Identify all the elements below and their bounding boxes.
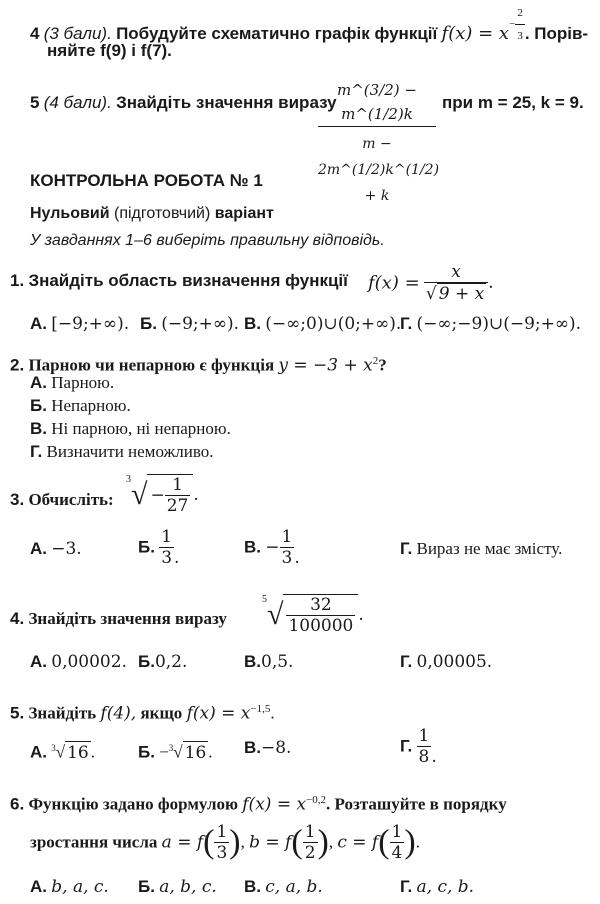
task-4-exp-sign: −	[509, 18, 516, 31]
task-5-denominator: m − 2m^(1/2)k^(1/2) + k	[318, 136, 440, 204]
question-6-text-2: . Розташуйте в порядку	[326, 794, 507, 814]
question-6-a-num: 1	[216, 822, 228, 842]
option-value: −3.	[51, 539, 82, 559]
question-5-line	[10, 698, 275, 725]
question-6-exp: −0,2	[306, 794, 327, 806]
option-label: А.	[30, 314, 47, 333]
question-1-fraction	[424, 262, 488, 304]
option-radicand: 16	[67, 742, 89, 763]
question-5-option-a[interactable]: А. $^3$√ 16 .	[30, 742, 95, 763]
question-3-text: Обчисліть:	[28, 490, 114, 509]
option-tail: .	[294, 548, 300, 568]
question-5-text-2: якщо	[140, 703, 183, 723]
option-tail: .	[431, 747, 437, 767]
question-1-func: f(x) =	[368, 272, 420, 294]
question-5-func: f(x) = x	[186, 703, 251, 724]
instruction: У завданнях 1–6 виберіть правильну відповідь.	[30, 232, 385, 249]
option-value: 0,00005.	[416, 652, 493, 672]
question-6-a: a = f	[161, 832, 204, 853]
question-2-func: y = −3 + x	[278, 355, 373, 376]
question-2-option-a[interactable]	[30, 372, 114, 394]
option-label: В.	[244, 877, 261, 896]
page-title: КОНТРОЛЬНА РОБОТА № 1	[30, 171, 263, 190]
option-tail: .	[174, 548, 180, 568]
option-value: −8.	[261, 738, 292, 758]
question-6-option-b[interactable]	[138, 876, 217, 898]
option-label: В.	[244, 652, 261, 671]
task-4-exp-num: 2	[517, 7, 523, 19]
question-4-line	[10, 608, 227, 630]
question-6-c-den: 4	[391, 843, 403, 863]
question-6-c: c = f	[337, 832, 379, 853]
option-root-index: 3	[51, 743, 56, 753]
option-value: Непарною.	[51, 396, 131, 415]
question-6-option-d[interactable]	[400, 876, 474, 898]
question-3-line	[10, 489, 114, 511]
option-value: a, c, b.	[416, 877, 475, 897]
option-label: Г.	[400, 652, 413, 671]
question-3-radicand	[147, 474, 193, 516]
task-5-points: (4 бали).	[43, 93, 112, 112]
question-2-tail: ?	[378, 355, 387, 375]
task-4-text-2: . Порів-	[524, 24, 589, 44]
option-value: (−∞;−9)∪(−9;+∞).	[416, 314, 582, 334]
question-1-option-a[interactable]	[30, 313, 129, 335]
option-num: 1	[418, 726, 430, 746]
question-2-exp: 2	[372, 355, 379, 367]
option-label: Б.	[138, 652, 155, 671]
option-label: А.	[30, 373, 47, 392]
question-5-text-1: Знайдіть	[28, 703, 97, 723]
option-label: Г.	[30, 442, 43, 461]
question-4-text: Знайдіть значення виразу	[28, 609, 227, 628]
option-den: 8	[418, 747, 430, 767]
question-6-b-num: 1	[304, 822, 316, 842]
task-5-number: 5	[30, 93, 40, 112]
option-label: Б.	[138, 537, 155, 557]
question-1-line	[10, 270, 348, 292]
option-sign: −	[159, 742, 169, 762]
variant-bold-2: варіант	[214, 205, 274, 222]
question-6-func: f(x) = x	[242, 794, 307, 815]
option-value: 0,5.	[261, 652, 294, 672]
option-label: В.	[244, 738, 261, 757]
variant-bold-1: Нульовий	[30, 205, 110, 222]
question-6-c-num: 1	[391, 822, 403, 842]
option-label: А.	[30, 742, 47, 762]
question-4-option-d[interactable]	[400, 651, 492, 673]
question-2-text: Парною чи непарною є функція	[28, 355, 275, 375]
question-2-number: 2.	[10, 355, 25, 375]
question-5-tail: .	[270, 703, 275, 723]
option-value: 0,00002.	[51, 652, 127, 672]
question-6-b: b = f	[249, 832, 292, 853]
option-den: 3	[161, 548, 173, 568]
question-6-option-c[interactable]	[244, 876, 323, 898]
option-value: Парною.	[51, 373, 115, 392]
question-6-text-3: зростання числа	[30, 832, 158, 852]
option-label: Б.	[138, 877, 155, 896]
question-4-radicand-den: 100000	[288, 616, 354, 636]
option-label: Г.	[400, 736, 413, 756]
option-value: Ні парною, ні непарною.	[51, 419, 231, 438]
option-label: Б.	[138, 742, 155, 762]
option-radicand: 16	[184, 742, 207, 763]
option-num: 1	[161, 527, 173, 547]
option-tail: .	[208, 742, 213, 762]
question-6-a-den: 3	[216, 843, 228, 863]
question-4-radicand	[283, 594, 358, 636]
option-num: 1	[281, 527, 293, 547]
question-4-number: 4.	[10, 609, 25, 628]
option-value: (−9;+∞).	[161, 314, 240, 334]
task-4-points: (3 бали).	[43, 24, 112, 44]
question-3-radical: $^3$√ − $\frac{1}{27}$ .	[126, 474, 199, 516]
question-1-option-b[interactable]	[140, 313, 239, 335]
question-5-number: 5.	[10, 703, 25, 723]
task-4-number: 4	[30, 24, 40, 44]
variant-line	[30, 203, 274, 225]
option-label: А.	[30, 877, 47, 896]
option-value: b, a, c.	[51, 877, 109, 897]
question-1-formula: f(x) = $\frac{x}{√ 9 + x}$ .	[368, 262, 494, 304]
question-5-exp: −1,5	[250, 703, 271, 715]
option-tail: .	[90, 742, 95, 762]
question-6-line-1	[10, 789, 507, 816]
question-3-radicand-sign: −	[150, 485, 165, 506]
option-value: Вираз не має змісту.	[416, 539, 563, 558]
question-3-option-a[interactable]	[30, 538, 82, 560]
option-value: c, a, b.	[265, 877, 323, 897]
task-5-condition: при m = 25, k = 9.	[442, 93, 584, 112]
task-4-function: f(x) = x	[441, 23, 510, 45]
option-value: 0,2.	[154, 652, 188, 672]
question-6-line-2: зростання числа a = f( $\frac{1}{3}$ ), b = f( $\frac{1}{2}$ ), c = f( $\frac{1}{4}$ ).	[30, 822, 420, 863]
question-4-option-c[interactable]	[244, 651, 293, 673]
option-label: А.	[30, 652, 47, 671]
question-2-option-d[interactable]	[30, 441, 214, 463]
option-label: Б.	[140, 314, 157, 333]
option-den: 3	[281, 548, 293, 568]
question-4-root-index: 5	[262, 594, 267, 605]
option-root-index: 3	[168, 743, 174, 753]
question-1-number: 1.	[10, 271, 25, 290]
option-label: Г.	[400, 877, 413, 896]
question-6-text-1: Функцію задано формулою	[28, 794, 239, 814]
task-4-line-2: няйте f(9) і f(7).	[47, 41, 172, 60]
question-1-option-c[interactable]	[244, 313, 401, 335]
option-label: В.	[244, 314, 261, 333]
option-value: a, b, c.	[159, 877, 217, 897]
task-4-text: Побудуйте схематично графік функції	[116, 24, 438, 44]
question-3-option-c[interactable]	[244, 527, 300, 568]
question-3-root-index: 3	[126, 474, 131, 485]
option-value: [−9;+∞).	[51, 314, 130, 334]
option-label: Г.	[400, 539, 413, 558]
question-3-number: 3.	[10, 490, 25, 509]
option-value: (−∞;0)∪(0;+∞).	[265, 314, 402, 334]
option-label: Г.	[400, 314, 413, 333]
task-5-text: Знайдіть значення виразу	[116, 93, 337, 112]
question-5-option-d[interactable]	[400, 726, 437, 767]
question-4-option-b[interactable]	[138, 651, 187, 673]
task-5-numerator: m^(3/2) − m^(1/2)k	[337, 81, 417, 123]
question-1-radicand: 9 + x	[438, 284, 485, 304]
question-3-option-b[interactable]	[138, 527, 179, 568]
question-2-option-c[interactable]	[30, 418, 231, 440]
task-4-exponent	[509, 2, 525, 47]
question-5-f4: f(4),	[100, 703, 137, 724]
option-label: А.	[30, 539, 47, 558]
question-6-b-den: 2	[304, 843, 316, 863]
question-1-option-d[interactable]	[400, 313, 581, 335]
question-4-radicand-num: 32	[310, 595, 332, 615]
question-6-number: 6.	[10, 794, 25, 814]
option-label: Б.	[30, 396, 47, 415]
task-4-exp-den: 3	[515, 24, 525, 47]
option-sign: −	[265, 537, 280, 558]
question-4-option-a[interactable]	[30, 651, 127, 673]
question-5-option-c[interactable]	[244, 737, 291, 759]
option-label: В.	[30, 419, 47, 438]
question-2-option-b[interactable]	[30, 395, 131, 417]
task-5-fraction	[318, 72, 440, 209]
question-3-option-d[interactable]	[400, 538, 562, 560]
option-value: Визначити неможливо.	[46, 442, 214, 461]
question-4-radical: $^5$√ $\frac{32}{100000}$ .	[262, 594, 364, 636]
question-1-frac-num: x	[451, 262, 461, 282]
task-5-line	[30, 92, 337, 114]
question-1-frac-den: √ 9 + x	[424, 282, 488, 304]
question-3-radicand-num: 1	[172, 475, 183, 495]
question-6-option-a[interactable]	[30, 876, 109, 898]
variant-mid: (підготовчий)	[113, 205, 211, 222]
question-1-text: Знайдіть область визначення функції	[28, 271, 348, 290]
question-5-option-b[interactable]: Б. −$^3$√ 16 .	[138, 742, 213, 763]
option-label: В.	[244, 537, 261, 557]
question-3-radicand-den: 27	[166, 496, 189, 516]
